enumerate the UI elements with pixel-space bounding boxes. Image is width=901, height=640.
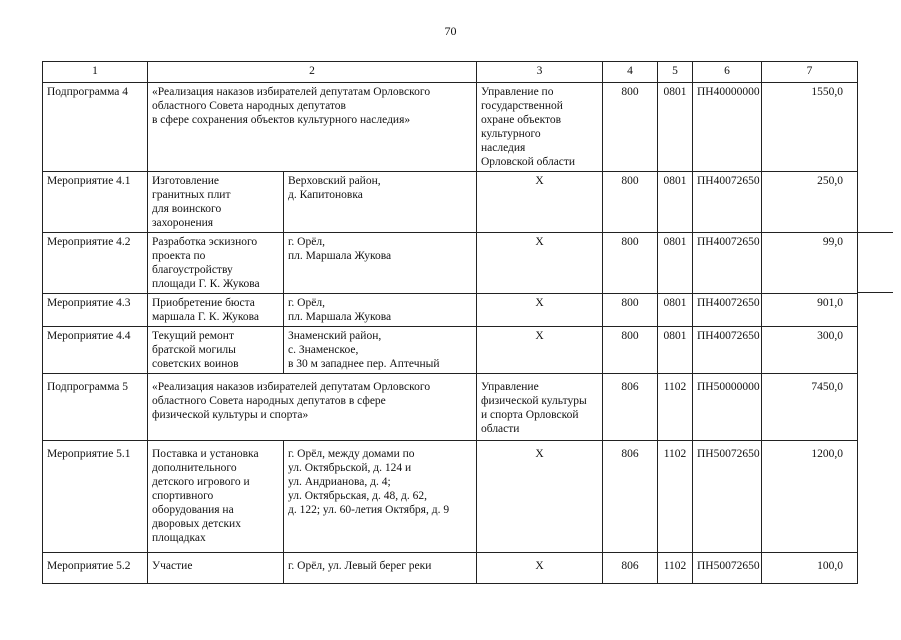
table-row-measure-4-2 xyxy=(43,233,858,294)
amount: 250,0 xyxy=(762,172,858,233)
code-col4: 800 xyxy=(603,294,658,327)
table-row-measure-4-3 xyxy=(43,294,858,327)
code-col4: 806 xyxy=(603,553,658,584)
amount: 1550,0 xyxy=(762,83,858,172)
code-col4: 800 xyxy=(603,83,658,172)
measure-description: Текущий ремонт братской могилы советских воинов xyxy=(148,327,284,374)
code-col5: 0801 xyxy=(658,233,693,294)
amount: 901,0 xyxy=(762,294,858,327)
budget-table xyxy=(42,61,858,584)
row-label: Подпрограмма 5 xyxy=(43,374,148,441)
table-row-subprogram-4 xyxy=(43,83,858,172)
code-col6: ПН40072650 xyxy=(693,172,762,233)
responsible-mark: Х xyxy=(477,233,603,294)
column-number-7: 7 xyxy=(762,62,858,83)
table-row-measure-4-1 xyxy=(43,172,858,233)
measure-description: Разработка эскизного проекта по благоустройству площади Г. К. Жукова xyxy=(148,233,284,294)
table-row-measure-5-1 xyxy=(43,441,858,553)
column-number-1: 1 xyxy=(43,62,148,83)
code-col4: 800 xyxy=(603,233,658,294)
responsible-mark: Х xyxy=(477,172,603,233)
row-label: Мероприятие 4.1 xyxy=(43,172,148,233)
code-col5: 1102 xyxy=(658,374,693,441)
program-title: «Реализация наказов избирателей депутатам Орловского областного Совета народных депутатов в сфере физической культуры и спорта» xyxy=(148,374,477,441)
scan-artifact-line xyxy=(857,292,893,293)
responsible-mark: Х xyxy=(477,441,603,553)
code-col6: ПН40072650 xyxy=(693,294,762,327)
row-label: Мероприятие 5.1 xyxy=(43,441,148,553)
amount: 99,0 xyxy=(762,233,858,294)
measure-location: г. Орёл, между домами по ул. Октябрьской, д. 124 и ул. Андрианова, д. 4; ул. Октябрьская, д. 48, д. 62, д. 122; ул. 60-летия Октября, д. 9 xyxy=(284,441,477,553)
responsible-mark: Х xyxy=(477,553,603,584)
code-col5: 0801 xyxy=(658,294,693,327)
code-col4: 806 xyxy=(603,441,658,553)
code-col5: 1102 xyxy=(658,553,693,584)
measure-description: Участие xyxy=(148,553,284,584)
responsible-body: Управление физической культуры и спорта Орловской области xyxy=(477,374,603,441)
row-label: Мероприятие 4.2 xyxy=(43,233,148,294)
column-number-5: 5 xyxy=(658,62,693,83)
responsible-mark: Х xyxy=(477,294,603,327)
code-col6: ПН50072650 xyxy=(693,553,762,584)
code-col6: ПН40000000 xyxy=(693,83,762,172)
row-label: Мероприятие 4.4 xyxy=(43,327,148,374)
code-col5: 0801 xyxy=(658,172,693,233)
row-label: Мероприятие 5.2 xyxy=(43,553,148,584)
measure-location: г. Орёл, ул. Левый берег реки xyxy=(284,553,477,584)
program-title: «Реализация наказов избирателей депутатам Орловского областного Совета народных депутатов в сфере сохранения объектов культурного наследия» xyxy=(148,83,477,172)
row-label: Подпрограмма 4 xyxy=(43,83,148,172)
scan-artifact-line xyxy=(857,232,893,233)
column-number-3: 3 xyxy=(477,62,603,83)
code-col6: ПН40072650 xyxy=(693,327,762,374)
table-row-measure-5-2 xyxy=(43,553,858,584)
amount: 100,0 xyxy=(762,553,858,584)
column-number-2: 2 xyxy=(148,62,477,83)
amount: 7450,0 xyxy=(762,374,858,441)
code-col5: 1102 xyxy=(658,441,693,553)
table-header-row xyxy=(43,62,858,83)
responsible-mark: Х xyxy=(477,327,603,374)
table-row-measure-4-4 xyxy=(43,327,858,374)
column-number-4: 4 xyxy=(603,62,658,83)
row-label: Мероприятие 4.3 xyxy=(43,294,148,327)
page-number: 70 xyxy=(444,24,457,38)
responsible-body: Управление по государственной охране объектов культурного наследия Орловской области xyxy=(477,83,603,172)
code-col4: 800 xyxy=(603,172,658,233)
code-col5: 0801 xyxy=(658,83,693,172)
column-number-6: 6 xyxy=(693,62,762,83)
code-col6: ПН50072650 xyxy=(693,441,762,553)
code-col6: ПН50000000 xyxy=(693,374,762,441)
measure-description: Поставка и установка дополнительного детского игрового и спортивного оборудования на дворовых детских площадках xyxy=(148,441,284,553)
measure-location: Знаменский район, с. Знаменское, в 30 м западнее пер. Аптечный xyxy=(284,327,477,374)
measure-location: г. Орёл, пл. Маршала Жукова xyxy=(284,233,477,294)
code-col6: ПН40072650 xyxy=(693,233,762,294)
code-col4: 800 xyxy=(603,327,658,374)
measure-location: г. Орёл, пл. Маршала Жукова xyxy=(284,294,477,327)
amount: 1200,0 xyxy=(762,441,858,553)
measure-description: Приобретение бюста маршала Г. К. Жукова xyxy=(148,294,284,327)
amount: 300,0 xyxy=(762,327,858,374)
measure-description: Изготовление гранитных плит для воинского захоронения xyxy=(148,172,284,233)
code-col4: 806 xyxy=(603,374,658,441)
measure-location: Верховский район, д. Капитоновка xyxy=(284,172,477,233)
code-col5: 0801 xyxy=(658,327,693,374)
table-row-subprogram-5 xyxy=(43,374,858,441)
